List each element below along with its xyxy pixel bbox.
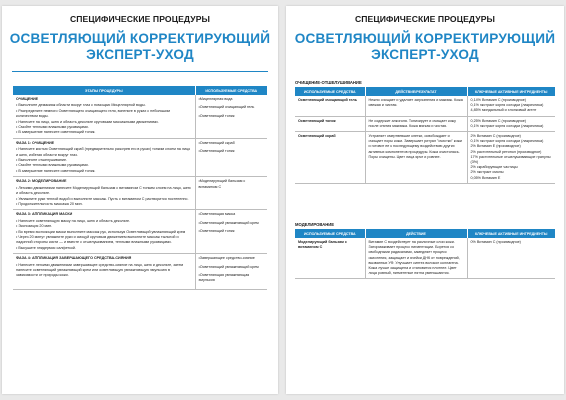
product-name: •Осветляющий увлажняющий крем xyxy=(198,264,259,269)
step-instruction: • Распределите немного Осветляющего очищающего геля, вспеньте в руках с небольшим количеством воды. xyxy=(16,108,170,119)
step-title: ФАЗА 4: АППЛИКАЦИЯ ЗАВЕРШАЮЩЕГО СРЕДСТВА-СИЯНИЯ xyxy=(16,256,132,261)
step-instruction: • Нанесите кистью Осветляющий скраб (предварительно разогрев его в руках) тонким слоем на лицо и шею, избегая области вокруг глаз. xyxy=(16,147,191,157)
product-name: •Осветляющая увлажняющая эмульсия xyxy=(198,272,250,283)
product-name: Осветляющий очищающий гель xyxy=(295,96,365,116)
action-text: Нежно очищает и удаляет загрязнения и макияж. Кожа свежая и чистая. xyxy=(365,96,467,116)
right-page xyxy=(286,6,564,394)
products-cell xyxy=(195,210,267,254)
col-header-steps: ЭТАПЫ ПРОЦЕДУРЫ xyxy=(13,86,195,95)
page-subtitle: СПЕЦИФИЧЕСКИЕ ПРОЦЕДУРЫ xyxy=(354,14,496,24)
step-cell xyxy=(13,177,195,210)
product-name: Осветляющий тоник xyxy=(295,116,365,131)
products-cell xyxy=(195,95,267,138)
step-instruction: • Высушите эпидермис салфеткой. xyxy=(16,245,76,250)
step-title: ФАЗА 2: МОДЕЛИРОВАНИЕ xyxy=(16,179,67,184)
product-name: •Осветляющая маска xyxy=(198,212,236,217)
table-row xyxy=(13,210,267,254)
step-cell xyxy=(13,254,195,290)
page-title: ОСВЕТЛЯЮЩИЙ КОРРЕКТИРУЮЩИЙ ЭКСПЕРТ-УХОД xyxy=(294,31,556,62)
step-title: ОЧИЩЕНИЕ xyxy=(16,97,39,101)
step-instruction: • Нанесите осветляющую маску на лицо, шею и область декольте. xyxy=(16,218,131,223)
product-name: Осветляющий скраб xyxy=(295,132,365,184)
col-header-action: ДЕЙСТВИЕ xyxy=(365,229,467,238)
step-instruction: • Во время экспозиции маски выполните массаж рук, используя Осветляющий увлажняющий крем xyxy=(16,229,186,234)
step-instruction: • Выполните отшелушивание. xyxy=(16,158,68,163)
product-name: •Осветляющий тоник xyxy=(198,229,235,234)
modeling-table xyxy=(295,229,555,279)
table-row xyxy=(13,138,267,176)
product-name: •Завершающее средство-сияние xyxy=(198,256,255,261)
step-instruction: • Продолжительность массажа 20 мин. xyxy=(16,201,83,206)
product-name: •Осветляющий тоник xyxy=(198,149,235,154)
product-name: •Осветляющий скраб xyxy=(198,140,235,145)
step-cell xyxy=(13,95,195,138)
procedure-steps-table xyxy=(13,86,267,290)
col-header-products: ИСПОЛЬЗУЕМЫЕ СРЕДСТВА xyxy=(295,229,365,238)
product-name: •Мицеллярная вода xyxy=(198,97,233,101)
action-text: Не содержит алкоголя. Тонизирует и очищает кожу после снятия макияжа. Кожа мягкая и чистая. xyxy=(365,116,467,131)
title-divider xyxy=(12,71,268,72)
action-text: Устраняет омертвевшие клетки, освобождает и очищает поры кожи. Завершает ритуал "очистки" кожи и готовит ее к последующему воздействию других активных компонентов процедуры. Кожа очистилась. Поры очищены. Цвет лица ярче и ровнее. xyxy=(365,132,467,184)
section-title-cleansing: ОЧИЩЕНИЕ-ОТШЕЛУШИВАНИЕ xyxy=(295,80,362,85)
product-name: •Осветляющий увлажняющий крем xyxy=(198,220,259,225)
ingredients-text: 0,25% Витамин С (производное) 0,1% экстракт корня солодки (лакричника) xyxy=(467,116,555,131)
step-title: ФАЗА 3: АППЛИКАЦИЯ МАСКИ xyxy=(16,212,73,217)
products-cell xyxy=(195,138,267,176)
action-text: Витамин С воздействует на различные слои кожи. Затормаживает процесс пигментации. Борется со свободными радикалами, замедляет процесс окисления, защищает и ячейки ДНК от повреждений, вызванных УФ. Улучшает синтез волокон коллагена. Кожа лучше защищена и становится плотнее. Цвет лица ровный, пигментные пятна уменьшаются. xyxy=(365,238,467,279)
step-instruction: • Нанесите на лицо, шею и область декольте круговыми массажными движениями. xyxy=(16,119,159,124)
products-cell xyxy=(195,177,267,210)
step-cell xyxy=(13,138,195,176)
cleansing-table xyxy=(295,87,555,184)
step-instruction: • Легкими движениями нанесите Моделирующий бальзам с витамином С тонким слоем на лицо, шею и область декольте. xyxy=(16,185,191,196)
table-row xyxy=(295,132,555,184)
ingredients-text: 0,14% Витамин С (производное) 0,1% экстракт корня солодки (лакричника) 4,85% миндальный и хлопковый агент xyxy=(467,96,555,116)
table-row xyxy=(295,238,555,279)
product-name: •Осветляющий тоник xyxy=(198,113,235,118)
section-title-modeling: МОДЕЛИРОВАНИЕ xyxy=(295,222,335,227)
col-header-ingredients: КЛЮЧЕВЫЕ АКТИВНЫЕ ИНГРЕДИЕНТЫ xyxy=(467,229,555,238)
step-instruction: • Смойте теплыми влажными рукавицами. xyxy=(16,163,89,168)
col-header-products: ИСПОЛЬЗУЕМЫЕ СРЕДСТВА xyxy=(295,87,365,96)
left-page xyxy=(2,6,278,394)
step-title: ФАЗА 1: ОЧИЩЕНИЕ xyxy=(16,140,55,145)
col-header-action: ДЕЙСТВИЕ/РЕЗУЛЬТАТ xyxy=(365,87,467,96)
step-instruction: • Выполните демакияж области вокруг глаз с помощью Мицеллярной воды. xyxy=(16,103,146,108)
page-title: ОСВЕТЛЯЮЩИЙ КОРРЕКТИРУЮЩИЙ ЭКСПЕРТ-УХОД xyxy=(9,31,271,62)
product-name: •Осветляющий очищающий гель xyxy=(198,105,255,110)
ingredients-text: 0% Витамин С (производное) xyxy=(467,238,555,279)
page-subtitle: СПЕЦИФИЧЕСКИЕ ПРОЦЕДУРЫ xyxy=(69,14,211,24)
step-instruction: • Нанесите легкими движениями завершающее средство-сияние на лицо, шею и декольте, затем нанесите осветляющий увлажняющий крем или осветляющую увлажняющую эмульсию в зависимости от природы кожи. xyxy=(16,262,184,278)
table-row xyxy=(13,95,267,138)
table-row xyxy=(295,96,555,116)
table-row xyxy=(13,254,267,290)
table-row xyxy=(13,177,267,210)
ingredients-text: 2% Витамин С (производное) 0,1% экстракт корня солодки (лакричника) 2% Витамин Е (производное) 2% растительный ретинол (производное) 17% растительные отшелушивающие гранулы (3%) 2% скрабирующие частицы 2% экстракт смолы 0,05% Витамин Е xyxy=(467,132,555,184)
col-header-ingredients: КЛЮЧЕВЫЕ АКТИВНЫЕ ИНГРЕДИЕНТЫ xyxy=(467,87,555,96)
step-instruction: • В завершение нанесите осветляющий тоник. xyxy=(16,168,96,173)
step-instruction: • Смойте теплыми влажными рукавицами. xyxy=(16,125,89,130)
step-instruction: • Экспозиция 20 мин. xyxy=(16,224,53,229)
product-name: Моделирующий бальзам с витамином С xyxy=(295,238,365,279)
col-header-products: ИСПОЛЬЗУЕМЫЕ СРЕДСТВА xyxy=(195,86,267,95)
step-cell xyxy=(13,210,195,254)
product-name: •Моделирующий бальзам с витамином С xyxy=(198,179,246,189)
step-instruction: • Через 20 минут увлажните руки и смоцуй круговым движением выполните массаж тыльной и ладонной стороны кисти — и вместе с отшелушиванием, теплыми влажными рукавицами. xyxy=(16,234,179,245)
products-cell xyxy=(195,254,267,290)
step-instruction: • В завершение нанесите осветляющий тоник. xyxy=(16,130,96,135)
table-row xyxy=(295,116,555,131)
step-instruction: • Увлажните руки теплой водой и выполните массаж. Пусть с витамином С растворится постепенно. xyxy=(16,196,189,201)
